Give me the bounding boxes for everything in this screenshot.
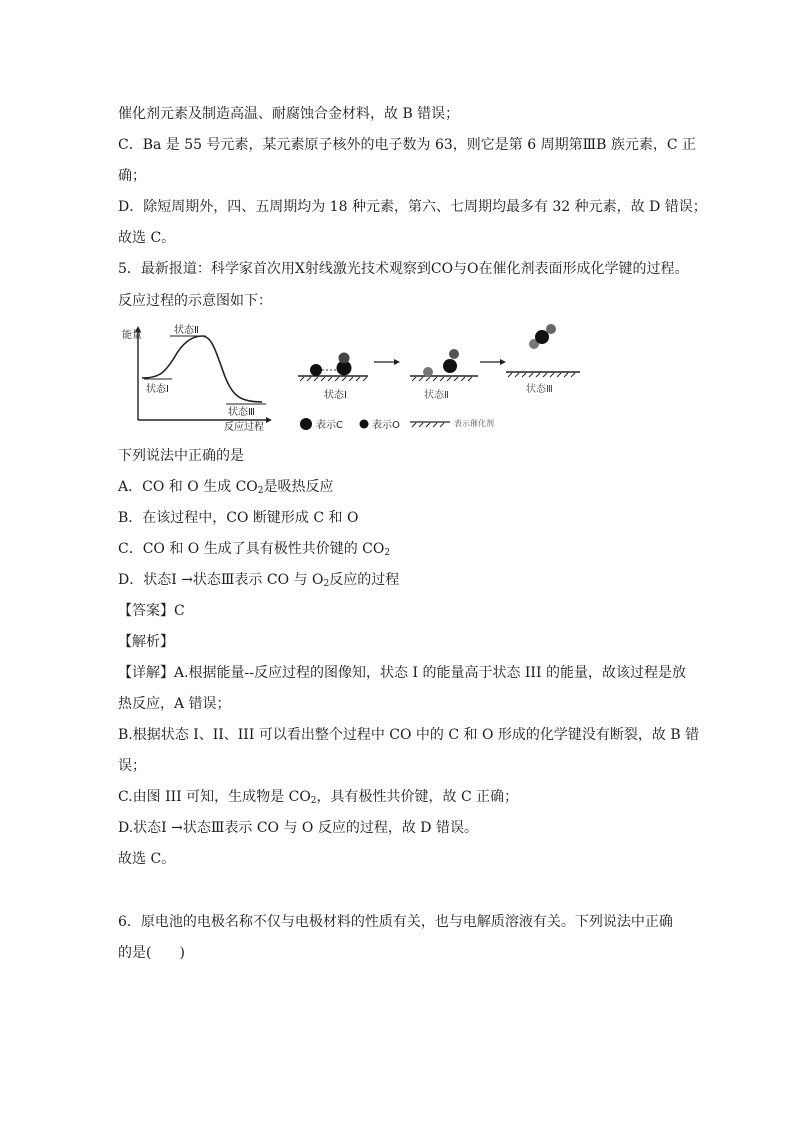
question-5-stem: 5．最新报道：科学家首次用X射线激光技术观察到CO与O在催化剂表面形成化学键的过程。: [118, 261, 689, 277]
atom-c: [443, 359, 457, 373]
option-d: D．状态Ⅰ →状态Ⅲ表示 CO 与 $O_2$反应的过程: [118, 572, 400, 589]
arrow-2: [480, 359, 506, 365]
y-axis-label: 能量: [122, 330, 142, 341]
reaction-figure: [118, 322, 678, 440]
legend-o-icon: [360, 420, 369, 429]
state-3-caption: 状态Ⅲ: [526, 384, 553, 395]
atom-o: [449, 349, 459, 359]
explanation-line: 误；: [118, 758, 146, 774]
legend-catalyst-label: 表示催化剂: [454, 419, 494, 428]
state-2-caption: 状态Ⅱ: [424, 390, 449, 401]
state-2-diagram: [410, 349, 478, 401]
legend-c-icon: [300, 418, 312, 430]
atom-c: [310, 364, 322, 376]
state-1-caption: 状态Ⅰ: [324, 390, 347, 401]
answer: 【答案】C: [118, 603, 185, 619]
state-1-diagram: [298, 353, 368, 402]
text-line: 故选 C。: [118, 230, 176, 246]
option-c: C．CO 和 O 生成了具有极性共价键的 $CO_2$: [118, 541, 391, 558]
explanation-line: 热反应，A 错误；: [118, 696, 231, 712]
question-5-stem: 反应过程的示意图如下：: [118, 293, 272, 309]
explanation-line: 【详解】A.根据能量--反应过程的图像知，状态 I 的能量高于状态 III 的能量，故该过程是放: [118, 665, 686, 681]
question-5-prompt: 下列说法中正确的是: [118, 448, 244, 464]
text-line: C．Ba 是 55 号元素，某元素原子核外的电子数为 63，则它是第 6 周期第ⅢB 族元素，C 正: [118, 137, 696, 153]
text-line: 确；: [118, 168, 146, 184]
state-1-label: 状态Ⅰ: [146, 384, 169, 395]
x-axis-label: 反应过程: [224, 422, 264, 433]
energy-chart: [122, 323, 272, 433]
explanation-line: 故选 C。: [118, 851, 176, 867]
text-line: D．除短周期外，四、五周期均为 18 种元素，第六、七周期均最多有 32 种元素，故 D 错误；: [118, 199, 707, 215]
state-2-label: 状态Ⅱ: [174, 325, 199, 336]
option-a: A．CO 和 O 生成 $CO_2$是吸热反应: [118, 479, 334, 496]
text-line: 催化剂元素及制造高温、耐腐蚀合金材料，故 B 错误；: [118, 106, 460, 122]
state-3-diagram: [506, 324, 580, 395]
legend-o-label: 表示O: [372, 420, 400, 431]
question-6-stem: 的是( ): [118, 945, 185, 961]
legend: [300, 418, 494, 431]
option-b: B．在该过程中，CO 断键形成 C 和 O: [118, 510, 359, 526]
question-6-stem: 6．原电池的电极名称不仅与电极材料的性质有关，也与电解质溶液有关。下列说法中正确: [118, 914, 673, 930]
explanation-line: D.状态Ⅰ →状态Ⅲ表示 CO 与 O 反应的过程，故 D 错误。: [118, 820, 478, 836]
atom-o: [339, 353, 350, 364]
legend-c-label: 表示C: [316, 420, 343, 431]
analysis-heading: 【解析】: [118, 634, 174, 650]
explanation-line: C.由图 III 可知，生成物是 $CO_2$，具有极性共价键，故 C 正确；: [118, 789, 519, 806]
atom-c: [535, 330, 549, 344]
atom-o: [423, 367, 433, 377]
explanation-line: B.根据状态 I、II、III 可以看出整个过程中 CO 中的 C 和 O 形成的化学键没有断裂，故 B 错: [118, 727, 700, 743]
arrow-1: [374, 359, 400, 365]
state-3-label: 状态Ⅲ: [228, 407, 255, 418]
atom-o: [546, 324, 556, 334]
